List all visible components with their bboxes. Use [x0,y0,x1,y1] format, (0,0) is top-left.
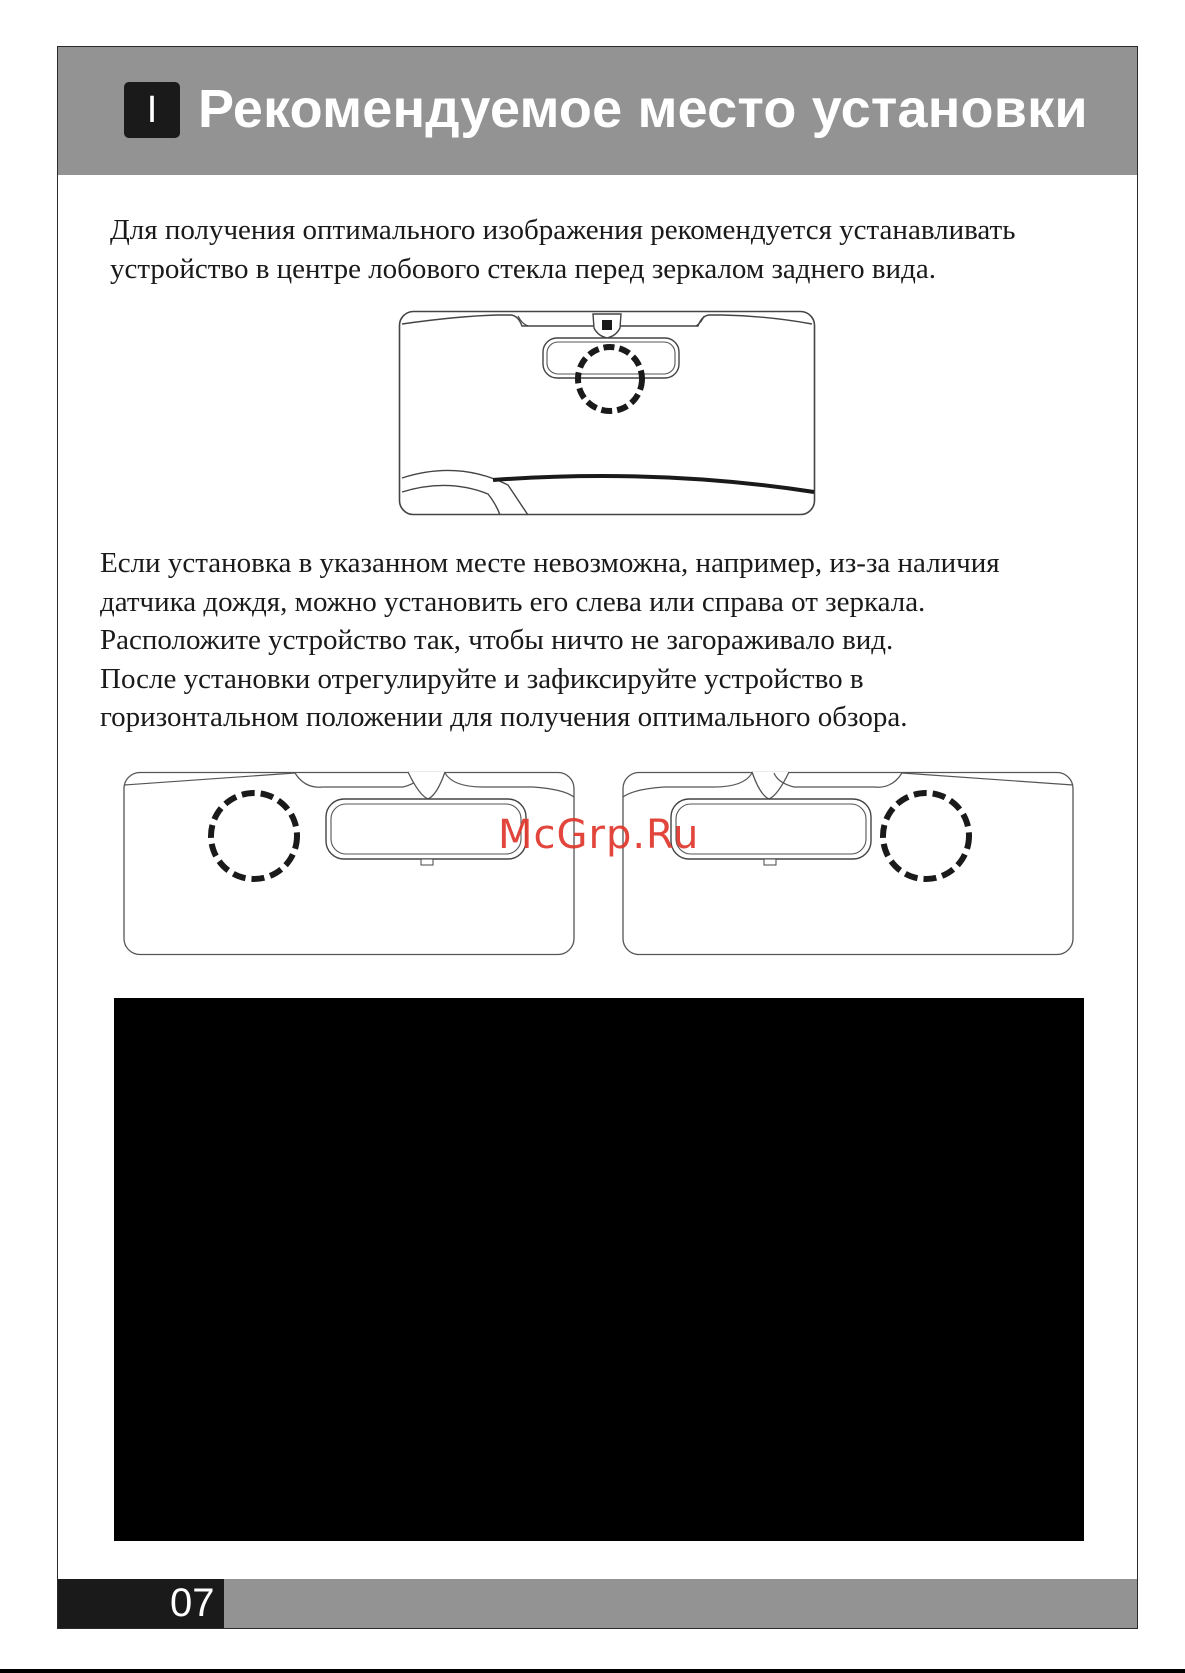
intro-line-1: Для получения оптимального изображения рекомендуется устанавливать [110,214,1016,246]
alternative-paragraph [100,544,1000,737]
page-number: 07 [170,1581,215,1625]
intro-paragraph [110,211,1015,288]
alternative-line-5: горизонтальном положении для получения оптимального обзора. [100,701,908,733]
page-title: Рекомендуемое место установки [198,79,1088,139]
watermark: McGrp.Ru [498,812,700,858]
section-mark: I [124,82,180,138]
alternative-line-2: датчика дождя, можно установить его слева или справа от зеркала. [100,585,926,618]
intro-line-2: устройство в центре лобового стекла перед зеркалом заднего вида. [110,252,936,285]
bottom-rule [0,1669,1185,1673]
redacted-black-area [114,998,1084,1541]
windshield-center-diagram [398,310,816,516]
windshield-left-diagram [123,771,575,956]
alternative-line-4: После установки отрегулируйте и зафиксируйте устройство в [100,662,864,695]
windshield-right-diagram [622,771,1074,956]
alternative-line-1: Если установка в указанном месте невозможна, например, из-за наличия [100,547,1000,579]
alternative-line-3: Расположите устройство так, чтобы ничто не загораживало вид. [100,624,894,656]
